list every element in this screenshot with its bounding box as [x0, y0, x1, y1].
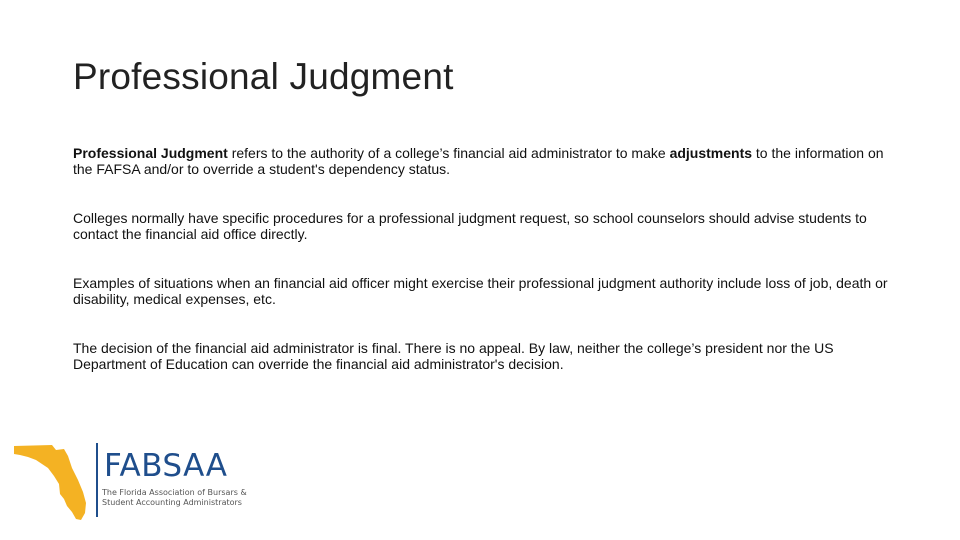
- fabsaa-logo: [12, 440, 272, 524]
- definition-text-a: refers to the authority of a college’s financial aid administrator to make: [227, 145, 670, 161]
- logo-subtitle-line2: Student Accounting Administrators: [102, 498, 242, 507]
- logo-name: FABSAA: [104, 448, 228, 484]
- paragraph-procedures: Colleges normally have specific procedures for a professional judgment request, so school counselors should advise students to contact the financial aid office directly.: [73, 210, 867, 242]
- paragraph-definition: [73, 146, 903, 177]
- slide-title: Professional Judgment: [73, 56, 454, 97]
- paragraph-decision: The decision of the financial aid administrator is final. There is no appeal. By law, neither the college’s president nor the US Department of Education can override the financial aid administrator's decision.: [73, 340, 834, 372]
- florida-state-icon: [12, 440, 94, 524]
- definition-text-b: to the information on the FAFSA and/or to override a student's dependency status.: [73, 145, 884, 177]
- term-professional-judgment: Professional Judgment: [73, 145, 228, 161]
- logo-subtitle-line1: The Florida Association of Bursars &: [102, 488, 247, 497]
- logo-divider: [96, 443, 98, 517]
- term-adjustments: adjustments: [669, 145, 753, 161]
- paragraph-examples: Examples of situations when an financial aid officer might exercise their professional judgment authority include loss of job, death or disability, medical expenses, etc.: [73, 275, 888, 307]
- logo-subtitle: [102, 488, 247, 508]
